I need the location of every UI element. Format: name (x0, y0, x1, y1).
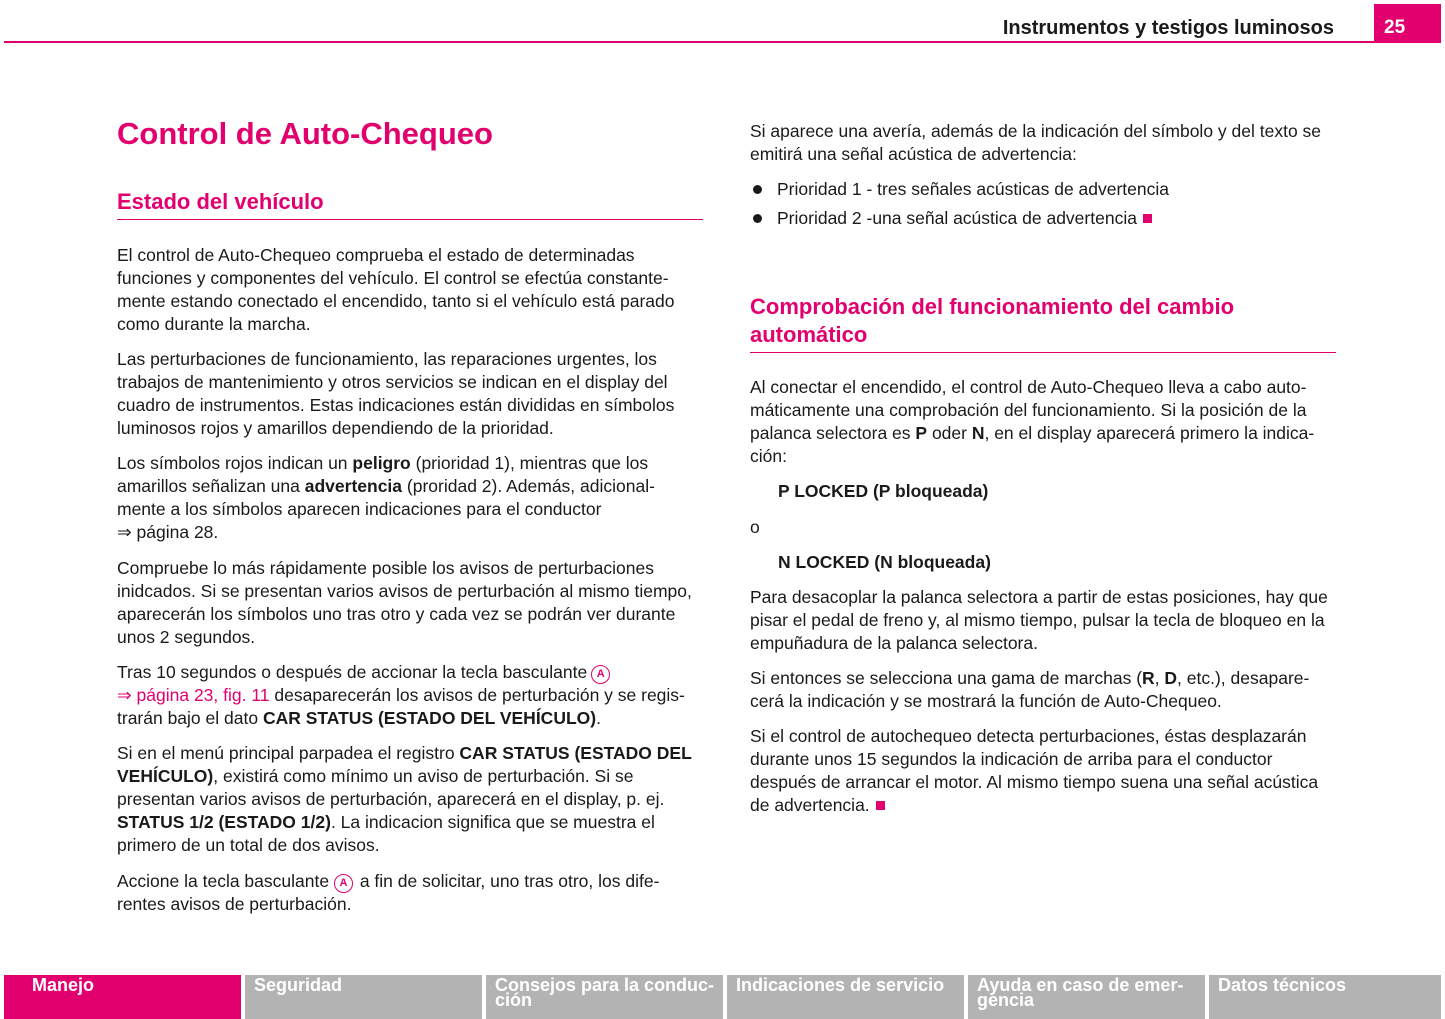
end-marker-icon (1143, 214, 1152, 223)
section-heading-gearbox-check: Comprobación del funcionamiento del cambio automático (750, 293, 1336, 353)
paragraph: Si en el menú principal parpadea el registro CAR STATUS (ESTADO DEL VEHÍCULO), existirá como mínimo un aviso de perturbación. Si se presentan varios avisos de perturbación, aparecerá en el display, p. ej. STATUS 1/2 (ESTADO 1/2). La indicacion significa que se muestra el primero de un total de dos avisos. (117, 743, 692, 856)
rocker-key-a-icon: A (591, 665, 610, 684)
rocker-key-a-icon: A (334, 874, 353, 893)
paragraph: Al conectar el encendido, el control de Auto-Chequeo lleva a cabo auto-máticamente una comprobación del funcionamiento. Si la posición de la palanca selectora es P oder N, en el display aparecerá primero la indica-ción: (750, 377, 1315, 467)
display-message-n-locked: N LOCKED (N bloqueada) (778, 552, 991, 572)
list-item: Prioridad 1 - tres señales acústicas de advertencia (750, 178, 1336, 201)
tab-manejo[interactable]: Manejo (4, 975, 241, 1019)
tab-ayuda-emergencia[interactable]: Ayuda en caso de emer-gencia (968, 975, 1205, 1019)
tab-datos-tecnicos[interactable]: Datos técnicos (1209, 975, 1441, 1019)
footer-nav (4, 975, 1441, 1019)
page-title: Control de Auto-Chequeo (117, 116, 493, 151)
paragraph: Accione la tecla basculante A a fin de solicitar, uno tras otro, los dife-rentes avisos de perturbación. (117, 871, 660, 915)
tab-seguridad[interactable]: Seguridad (245, 975, 482, 1019)
list-item: Prioridad 2 -una señal acústica de advertencia (750, 207, 1336, 230)
page-reference[interactable]: ⇒ página 28. (117, 522, 219, 543)
section-heading-vehicle-state: Estado del vehículo (117, 188, 703, 220)
paragraph: Si el control de autochequeo detecta perturbaciones, éstas desplazarán durante unos 15 segundos la indicación de arriba para el conductor después de arrancar el motor. Al mismo tiempo suena una señal acústica de advertencia. (750, 726, 1319, 816)
tab-indicaciones-servicio[interactable]: Indicaciones de servicio (727, 975, 964, 1019)
display-message-p-locked: P LOCKED (P bloqueada) (778, 481, 989, 501)
paragraph: Las perturbaciones de funcionamiento, las reparaciones urgentes, los trabajos de mantenimiento y otros servicios se indican en el display del cuadro de instrumentos. Estas indicaciones están divididas en símbolos luminosos rojos y amarillos dependiendo de la prioridad. (117, 349, 675, 439)
header-line (4, 41, 1441, 43)
page-link[interactable]: ⇒ página 23, fig. 11 (117, 685, 270, 706)
end-marker-icon (876, 801, 885, 810)
paragraph: Para desacoplar la palanca selectora a partir de estas posiciones, hay que pisar el pedal de freno y, al mismo tiempo, pulsar la tecla de bloqueo en la empuñadura de la palanca selectora. (750, 587, 1328, 654)
paragraph: El control de Auto-Chequeo comprueba el estado de determinadas funciones y componentes del vehículo. El control se efectúa constante-mente estando conectado el encendido, tanto si el vehículo está parado como durante la marcha. (117, 245, 675, 335)
conjunction: o (750, 517, 760, 537)
section-title: Instrumentos y testigos luminosos (1002, 17, 1334, 39)
paragraph: Los símbolos rojos indican un peligro (prioridad 1), mientras que los amarillos señalizan una advertencia (proridad 2). Además, adicional-mente a los símbolos aparecen indicaciones para el conductor ⇒ página 28. (117, 453, 655, 543)
tab-consejos[interactable]: Consejos para la conduc-ción (486, 975, 723, 1019)
paragraph: Si aparece una avería, además de la indicación del símbolo y del texto se emitirá una señal acústica de advertencia: (750, 121, 1322, 165)
page-number: 25 (1374, 4, 1441, 43)
paragraph: Compruebe lo más rápidamente posible los avisos de perturbaciones inidcados. Si se presentan varios avisos de perturbación al mismo tiempo, aparecerán los símbolos uno tras otro y cada vez se podrán ver durante unos 2 segundos. (117, 558, 692, 648)
paragraph: Tras 10 segundos o después de accionar la tecla basculante A ⇒ página 23, fig. 11 desaparecerán los avisos de perturbación y se regis-trarán bajo el dato CAR STATUS (ESTADO DEL VEHÍCULO). (117, 662, 685, 729)
paragraph: Si entonces se selecciona una gama de marchas (R, D, etc.), desapare-cerá la indicación y se mostrará la función de Auto-Chequeo. (750, 668, 1310, 712)
